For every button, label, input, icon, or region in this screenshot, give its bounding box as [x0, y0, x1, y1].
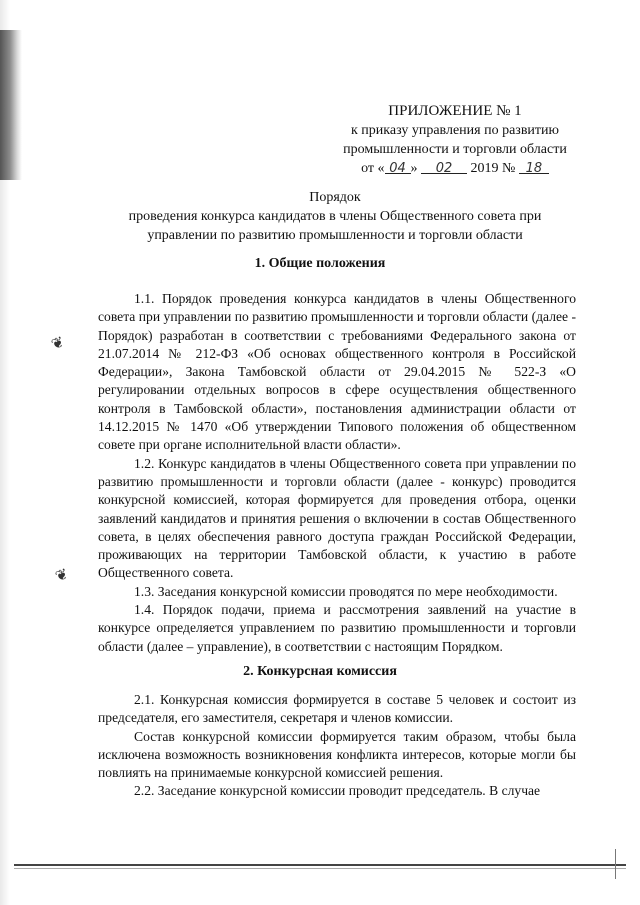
paragraph-1-4: 1.4. Порядок подачи, приема и рассмотрения заявлений на участие в конкурсе определяется управлением по развитию промышленности и торговли области (далее – управление), в соответствии с настоящим Порядком.: [98, 602, 576, 654]
section-2-heading: 2. Конкурсная комиссия: [243, 664, 397, 679]
hole-punch-mark-icon: ❦: [49, 334, 67, 354]
title-line-2: проведения конкурса кандидатов в члены Общественного совета при: [128, 209, 542, 224]
section-1-heading: 1. Общие положения: [254, 256, 386, 271]
date-mid: »: [410, 161, 418, 176]
date-number: 18: [525, 161, 543, 176]
date-prefix: от «: [361, 161, 385, 176]
scan-corner-mark: [615, 849, 626, 879]
paragraph-2-2: 2.2. Заседание конкурсной комиссии проводит председатель. В случае: [134, 783, 541, 799]
title-line-3: управлении по развитию промышленности и торговли области: [147, 228, 523, 243]
scan-artifact: [0, 30, 22, 180]
date-year: 2019 №: [470, 161, 516, 176]
paragraph-1-3: 1.3. Заседания конкурсной комиссии проводятся по мере необходимости.: [134, 583, 558, 599]
annex-date: [330, 159, 580, 178]
annex-line-1: к приказу управления по развитию: [351, 123, 559, 138]
section-2-body: [98, 691, 576, 801]
annex-header: [330, 102, 580, 178]
paragraph-2-1b: Состав конкурсной комиссии формируется таким образом, чтобы была исключена возможность возникновения конфликта интересов, которые могли бы повлиять на принимаемые конкурсной комиссией решения.: [98, 728, 576, 781]
annex-number: ПРИЛОЖЕНИЕ № 1: [388, 103, 522, 119]
scan-bottom-edge-shadow: [14, 868, 626, 869]
paragraph-2-1: 2.1. Конкурсная комиссия формируется в составе 5 человек и состоит из председателя, его заместителя, секретаря и членов комиссии.: [98, 692, 576, 726]
document-title: [110, 188, 560, 245]
paragraph-1-1: 1.1. Порядок проведения конкурса кандидатов в члены Общественного совета при управлении по развитию промышленности и торговли области (далее - Порядок) разработан в соответствии с требованиями Федерального закона от 21.07.2014 № 212-ФЗ «Об основах общественного контроля в Российской Федерации», Закона Тамбовской области от 29.04.2015 № 522-З «О регулировании отдельных вопросов в сфере осуществления общественного контроля в Тамбовской области», постановления администрации области от 14.12.2015 № 1470 «Об утверждении Типового положения об общественном совете при органе исполнительной власти области».: [98, 291, 576, 453]
section-1-body: [98, 290, 576, 656]
scan-bottom-edge: [14, 864, 626, 866]
date-day: 04: [389, 161, 406, 176]
date-month: 02: [435, 161, 453, 176]
hole-punch-mark-icon: ❦: [53, 566, 71, 586]
annex-line-2: промышленности и торговли области: [343, 142, 567, 157]
title-line-1: Порядок: [309, 190, 361, 205]
paragraph-1-2: 1.2. Конкурс кандидатов в члены Общественного совета при управлении по развитию промышленности и торговли области (далее - конкурс) проводится конкурсной комиссией, которая формируется для проведения отбора, оценки заявлений кандидатов и принятия решения о включении в состав Общественного совета, в целях обеспечения равного доступа граждан Российской Федерации, проживающих на территории Тамбовской области, к участию в работе Общественного совета.: [98, 455, 576, 581]
